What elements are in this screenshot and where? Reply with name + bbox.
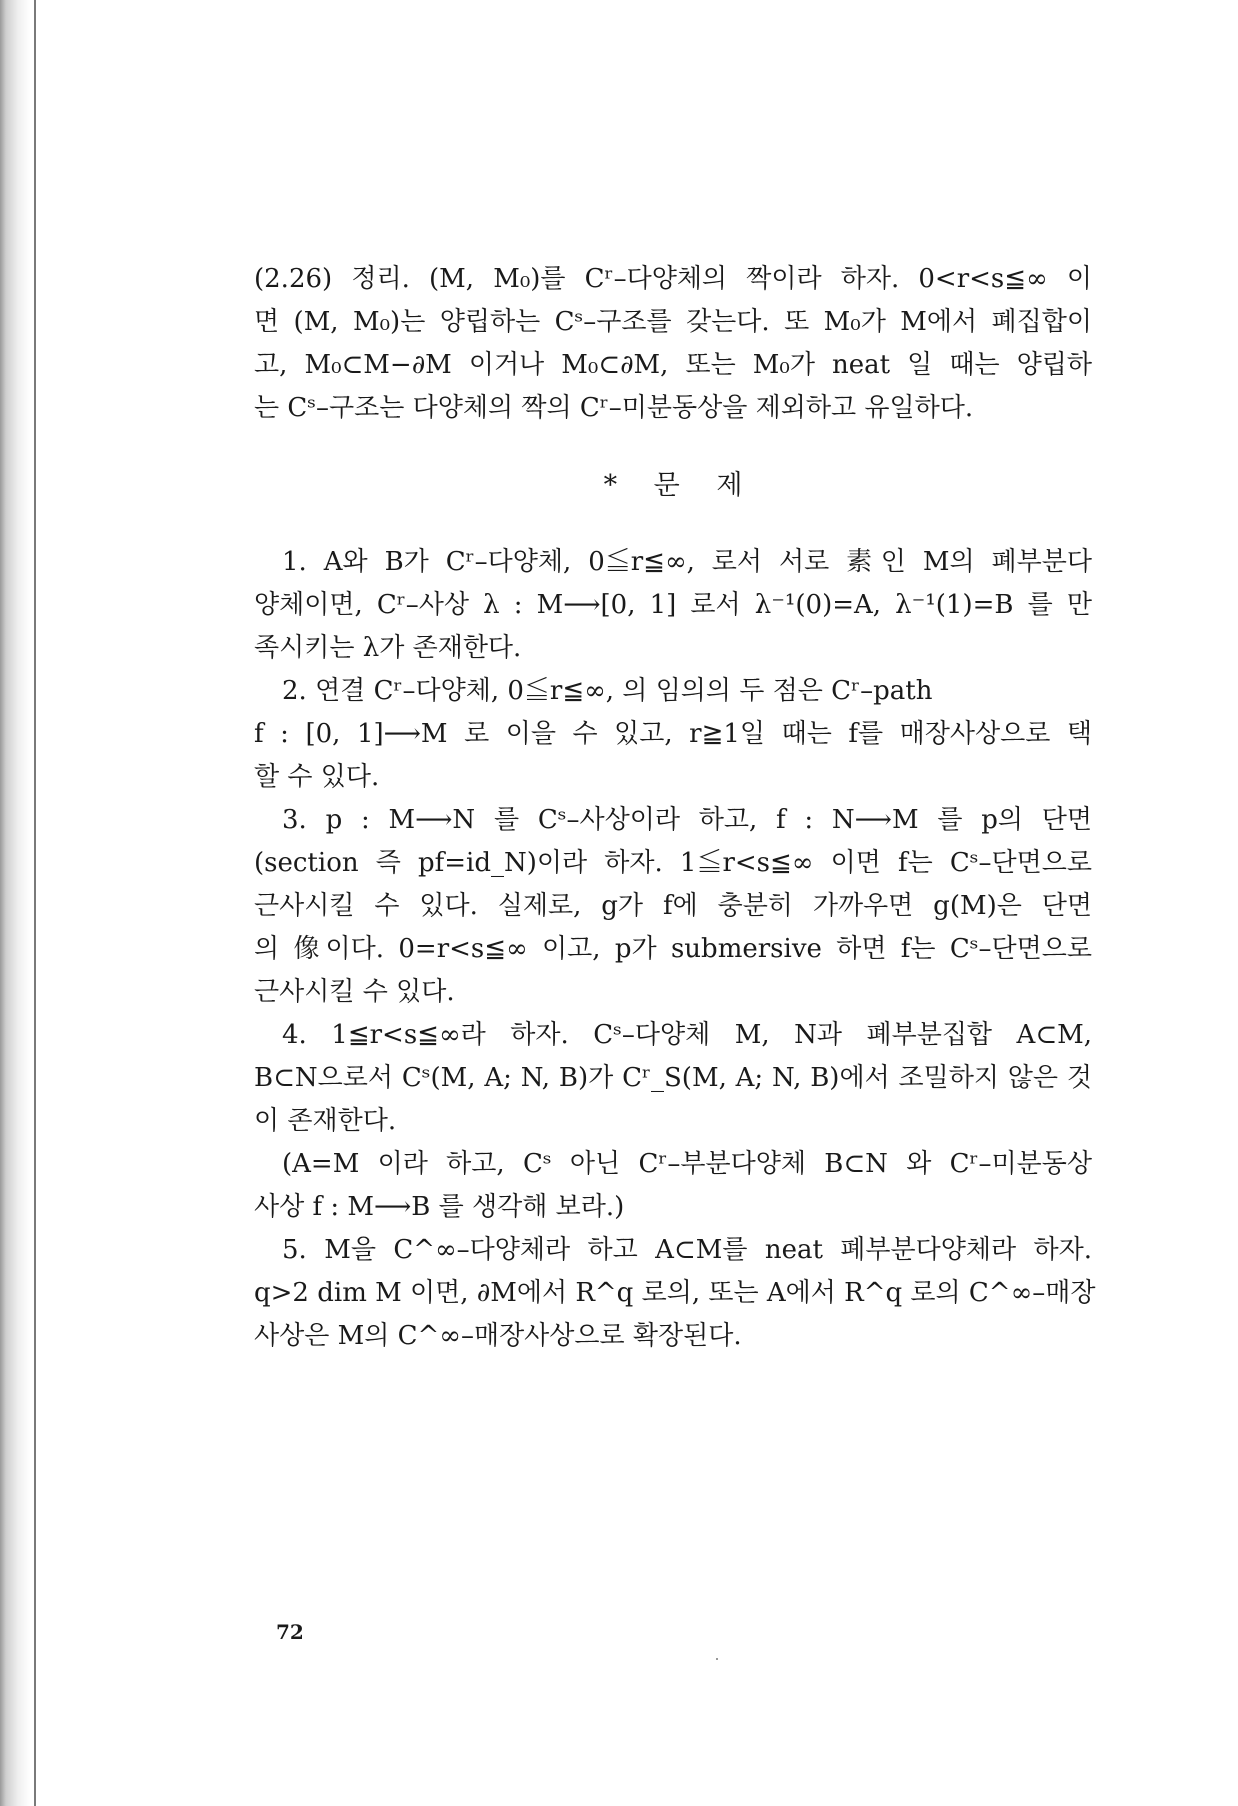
problem-line: 할 수 있다. (254, 762, 380, 792)
problem-line: 족시키는 λ가 존재한다. (254, 633, 522, 663)
problem-line: q>2 dim M 이면, ∂M에서 R^q 로의, 또는 A에서 R^q 로의 C^∞–매장 (254, 1278, 1096, 1308)
page-content (254, 258, 1096, 1358)
page-right-margin (1230, 0, 1238, 1806)
problem-line: 근사시킬 수 있다. (254, 977, 455, 1007)
theorem-line: 면 (M, M₀)는 양립하는 Cˢ–구조를 갖는다. 또 M₀가 M에서 폐집합이 (254, 307, 1092, 337)
problem-5 (254, 1229, 1096, 1358)
problem-line: 2. 연결 Cʳ–다양체, 0≦r≦∞, 의 임의의 두 점은 Cʳ–path (282, 676, 933, 706)
problem-line: f : [0, 1]⟶M 로 이을 수 있고, r≧1일 때는 f를 매장사상으로 택 (254, 719, 1092, 749)
section-title: * 문 제 (603, 470, 757, 501)
problem-line: 4. 1≦r<s≦∞라 하자. Cˢ–다양체 M, N과 폐부분집합 A⊂M, (282, 1020, 1092, 1050)
problem-hint-line: (A=M 이라 하고, Cˢ 아닌 Cʳ–부분다양체 B⊂N 와 Cʳ–미분동상 (282, 1149, 1092, 1179)
page-shadow (0, 0, 30, 1806)
problem-line: B⊂N으로서 Cˢ(M, A; N, B)가 Cʳ_S(M, A; N, B)에서 조밀하지 않은 것 (254, 1063, 1092, 1093)
theorem-2-26 (254, 258, 1092, 430)
problem-2 (254, 670, 1092, 799)
problem-line: 이 존재한다. (254, 1106, 397, 1136)
problem-hint-line: 사상 f : M⟶B 를 생각해 보라.) (254, 1192, 625, 1222)
problem-line: 의 像이다. 0=r<s≦∞ 이고, p가 submersive 하면 f는 Cˢ–단면으로 (254, 934, 1092, 964)
problem-line: 3. p : M⟶N 를 Cˢ–사상이라 하고, f : N⟶M 를 p의 단면 (282, 805, 1092, 835)
problem-line: 근사시킬 수 있다. 실제로, g가 f에 충분히 가까우면 g(M)은 단면 (254, 891, 1092, 921)
problem-1 (254, 541, 1092, 670)
problem-line: 5. M을 C^∞–다양체라 하고 A⊂M를 neat 폐부분다양체라 하자. (282, 1235, 1092, 1265)
problem-line: 1. A와 B가 Cʳ–다양체, 0≦r≦∞, 로서 서로 素인 M의 폐부분다 (282, 547, 1092, 577)
theorem-line: 는 Cˢ–구조는 다양체의 짝의 Cʳ–미분동상을 제외하고 유일하다. (254, 393, 974, 423)
problem-line: 양체이면, Cʳ–사상 λ : M⟶[0, 1] 로서 λ⁻¹(0)=A, λ⁻¹(1)=B 를 만 (254, 590, 1092, 620)
theorem-line: (2.26) 정리. (M, M₀)를 Cʳ–다양체의 짝이라 하자. 0<r<s≦∞ 이 (254, 264, 1092, 294)
problem-line: 사상은 M의 C^∞–매장사상으로 확장된다. (254, 1321, 742, 1351)
theorem-line: 고, M₀⊂M−∂M 이거나 M₀⊂∂M, 또는 M₀가 neat 일 때는 양립하 (254, 350, 1092, 380)
scan-speck (716, 1658, 718, 1660)
problem-3 (254, 799, 1092, 1014)
page-edge (34, 0, 36, 1806)
problem-line: (section 즉 pf=id_N)이라 하자. 1≦r<s≦∞ 이면 f는 Cˢ–단면으로 (254, 848, 1092, 878)
problem-4 (254, 1014, 1092, 1229)
page-number: 72 (276, 1620, 304, 1644)
